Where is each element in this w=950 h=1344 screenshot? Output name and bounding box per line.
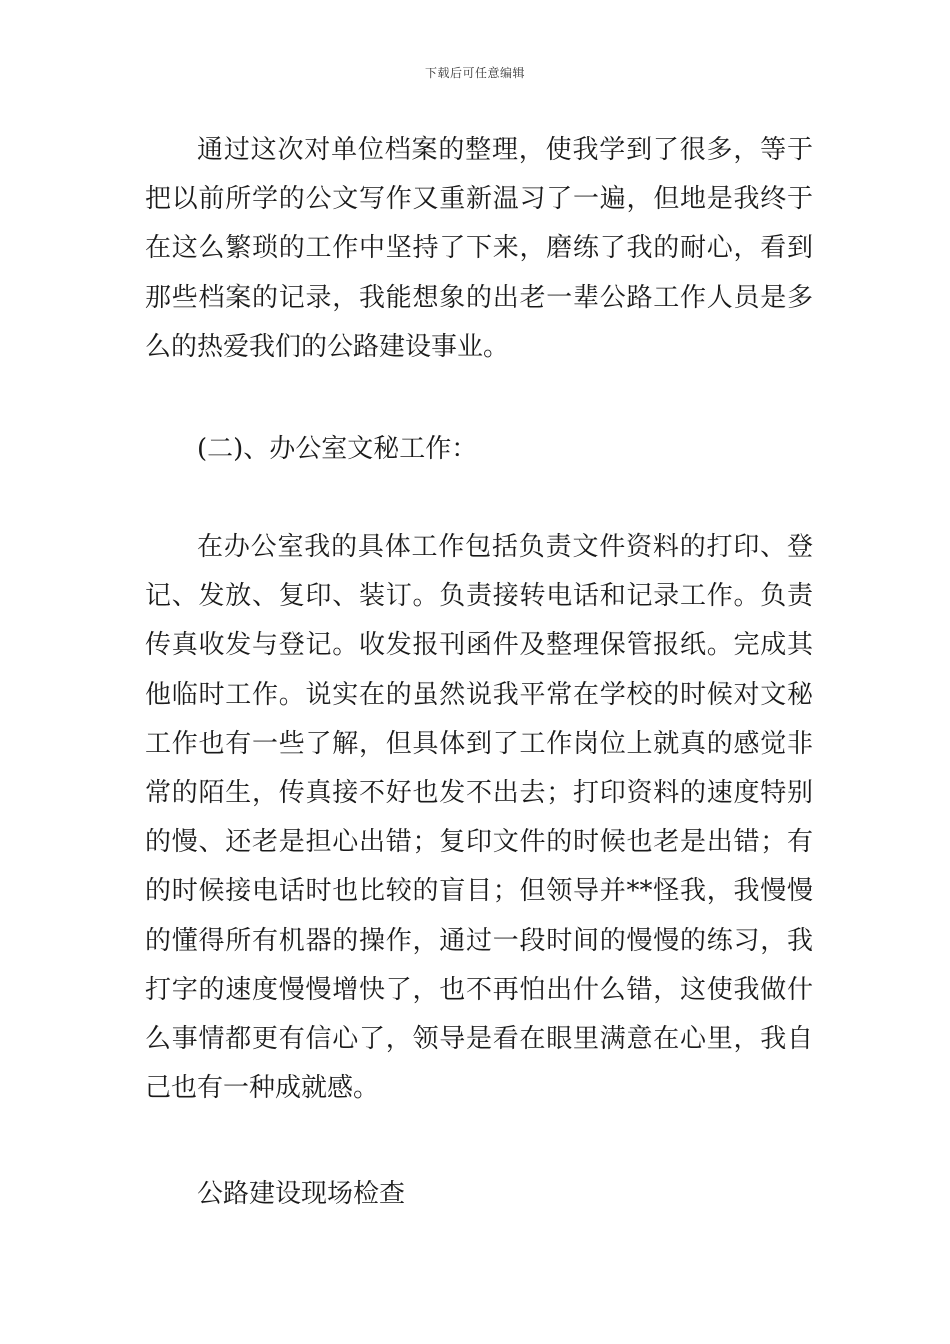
paragraph-archive-work: 通过这次对单位档案的整理，使我学到了很多，等于把以前所学的公文写作又重新温习了一遍，但地是我终于在这么繁琐的工作中坚持了下来，磨练了我的耐心，看到那些档案的记录，我能想象的出老一辈公路工作人员是多么的热爱我们的公路建设事业。 [145, 135, 813, 362]
section-heading-secretary-work: (二)、办公室文秘工作： [197, 434, 478, 464]
page-header: 下载后可任意编辑 [424, 66, 525, 80]
paragraph-office-duties: 在办公室我的具体工作包括负责文件资料的打印、登记、发放、复印、装订。负责接转电话和记录工作。负责传真收发与登记。收发报刊函件及整理保管报纸。完成其他临时工作。说实在的虽然说我平常在学校的时候对文秘工作也有一些了解，但具体到了工作岗位上就真的感觉非常的陌生，传真接不好也发不出去；打印资料的速度特别的慢、还老是担心出错；复印文件的时候也老是出错；有的时候接电话时也比较的盲目；但领导并**怪我，我慢慢的懂得所有机器的操作，通过一段时间的慢慢的练习，我打字的速度慢慢增快了，也不再怕出什么错，这使我做什么事情都更有信心了，领导是看在眼里满意在心里，我自己也有一种成就感。 [145, 532, 813, 1104]
section-heading-site-inspection: 公路建设现场检查 [197, 1179, 406, 1209]
